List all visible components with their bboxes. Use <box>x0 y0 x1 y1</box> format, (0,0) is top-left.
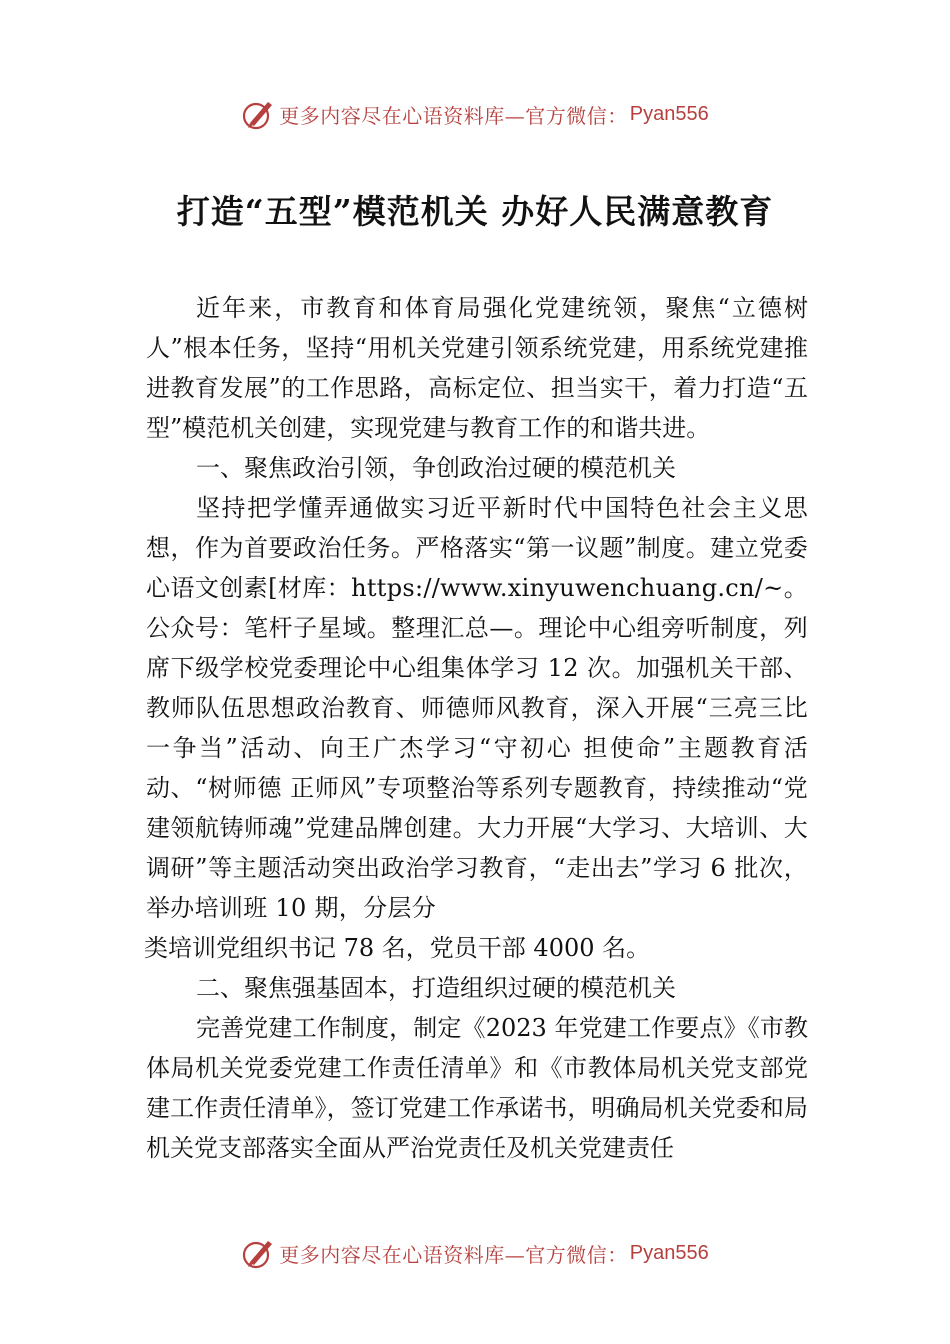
pen-logo-icon <box>241 1236 275 1270</box>
section-heading-2: 二、聚焦强基固本，打造组织过硬的模范机关 <box>196 974 676 1002</box>
footer-banner <box>0 1233 950 1273</box>
banner-text: 更多内容尽在心语资料库—官方微信： <box>279 1242 628 1267</box>
paragraph-intro: 近年来，市教育和体育局强化党建统领，聚焦“立德树人”根本任务，坚持“用机关党建引领系统党建，用系统党建推进教育发展”的工作思路，高标定位、担当实干，着力打造“五型”模范机关创建，实现党建与教育工作的和谐共进。 <box>146 294 808 442</box>
banner-wechat-id: Pyan556 <box>629 102 709 125</box>
document-title: 打造“五型”模范机关 办好人民满意教育 <box>176 192 774 231</box>
pen-logo-icon <box>241 97 275 131</box>
banner-text: 更多内容尽在心语资料库—官方微信： <box>279 103 628 128</box>
document-body <box>146 288 808 1168</box>
paragraph-section-2: 完善党建工作制度，制定《2023 年党建工作要点》《市教体局机关党委党建工作责任清单》和《市教体局机关党支部党建工作责任清单》，签订党建工作承诺书，明确局机关党委和局机关党支部落实全面从严治党责任及机关党建责任 <box>146 1014 808 1162</box>
banner-wechat-id: Pyan556 <box>629 1241 709 1264</box>
paragraph-section-1: 坚持把学懂弄通做实习近平新时代中国特色社会主义思想，作为首要政治任务。严格落实“第一议题”制度。建立党委心语文创素[材库：https://www.xinyuwenchuang.cn/~。公众号：笔杆子星域。整理汇总—。理论中心组旁听制度，列席下级学校党委理论中心组集体学习 12 次。加强机关干部、教师队伍思想政治教育、师德师风教育，深入开展“三亮三比一争当”活动、向王广杰学习“守初心 担使命”主题教育活动、“树师德 正师风”专项整治等系列专题教育，持续推动“党建领航铸师魂”党建品牌创建。大力开展“大学习、大培训、大调研”等主题活动突出政治学习教育，“走出去”学习 6 批次，举办培训班 10 期，分层分 <box>146 494 808 922</box>
section-heading-1: 一、聚焦政治引领，争创政治过硬的模范机关 <box>196 454 676 482</box>
header-banner <box>0 94 950 134</box>
paragraph-section-1-continued: 类培训党组织书记 78 名，党员干部 4000 名。 <box>144 934 651 962</box>
